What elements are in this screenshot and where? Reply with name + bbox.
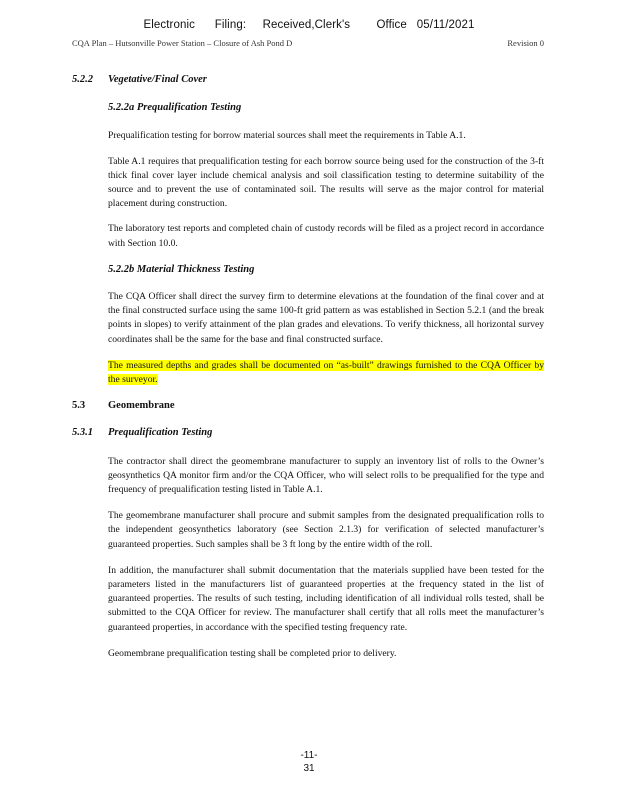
heading-text: Prequalification Testing	[108, 427, 213, 439]
paragraph: The CQA Officer shall direct the survey firm to determine elevations at the foundation of the final cover and at the final constructed surface using the same 100-ft grid pattern as was established in Section 5.2.1 (and the break points in slopes) to verify attainment of the plan grades and elevations. To verify thickness, all horizontal survey coordinates shall be the same for the base and final constructed surface.	[108, 291, 544, 345]
paragraph: The geomembrane manufacturer shall procure and submit samples from the designated prequalification rolls to the independent geosynthetics laboratory (see Section 2.1.3) for verification of selected manufacturer’s guaranteed properties. Such samples shall be 3 ft long by the entire width of the roll.	[108, 510, 544, 550]
paragraph: The contractor shall direct the geomembrane manufacturer to supply an inventory list of rolls to the Owner’s geosynthetics QA monitor firm and/or the CQA Officer, who will select rolls to be prequalified for the type and frequency of prequalification testing listed in Table A.1.	[108, 455, 544, 496]
paragraph: Table A.1 requires that prequalification testing for each borrow source being used for the construction of the 3-ft thick final cover layer include chemical analysis and soil classification testing to determine suitability of the source and to prevent the use of contaminated soil. The results will serve as the major control for material placement during construction.	[108, 155, 544, 210]
paragraph: The laboratory test reports and completed chain of custody records will be filed as a project record in accordance with Section 10.0.	[108, 223, 544, 249]
document-body	[72, 70, 544, 661]
electronic-filing-stamp: Electronic Filing: Received,Clerk's Office 05/11/2021	[143, 19, 475, 31]
heading-5-2-2a: 5.2.2a Prequalification Testing	[108, 102, 242, 114]
page-number: -11-	[300, 750, 318, 761]
document-header-title: CQA Plan – Hutsonville Power Station – Closure of Ash Pond D	[72, 38, 293, 48]
heading-number: 5.3	[72, 400, 86, 412]
paragraph: Prequalification testing for borrow material sources shall meet the requirements in Table A.1.	[108, 130, 466, 142]
document-page-count: 31	[303, 763, 315, 774]
heading-text: Vegetative/Final Cover	[108, 74, 207, 85]
heading-text: Geomembrane	[108, 400, 175, 412]
highlighted-paragraph	[108, 359, 544, 387]
highlight: The measured depths and grades shall be documented on “as-built” drawings furnished to the CQA Officer by the surveyor.	[108, 359, 544, 386]
heading-5-3	[72, 399, 544, 413]
paragraph: In addition, the manufacturer shall submit documentation that the materials supplied have been tested for the parameters listed in the manufacturers list of guaranteed properties at the frequency stated in the list of guaranteed properties. The results of such testing, including identification of all individual rolls tested, shall be submitted to the CQA Officer for review. The manufacturer shall certify that all rolls meet the manufacturer’s guaranteed properties, in accordance with the specified testing frequency rate.	[108, 564, 544, 633]
heading-5-3-1	[72, 426, 544, 440]
heading-number: 5.2.2	[72, 74, 93, 85]
document-header-revision: Revision 0	[507, 38, 544, 48]
heading-5-2-2	[72, 73, 544, 87]
heading-number: 5.3.1	[72, 427, 93, 439]
paragraph: Geomembrane prequalification testing shall be completed prior to delivery.	[108, 647, 397, 659]
heading-5-2-2b: 5.2.2b Material Thickness Testing	[108, 263, 255, 275]
